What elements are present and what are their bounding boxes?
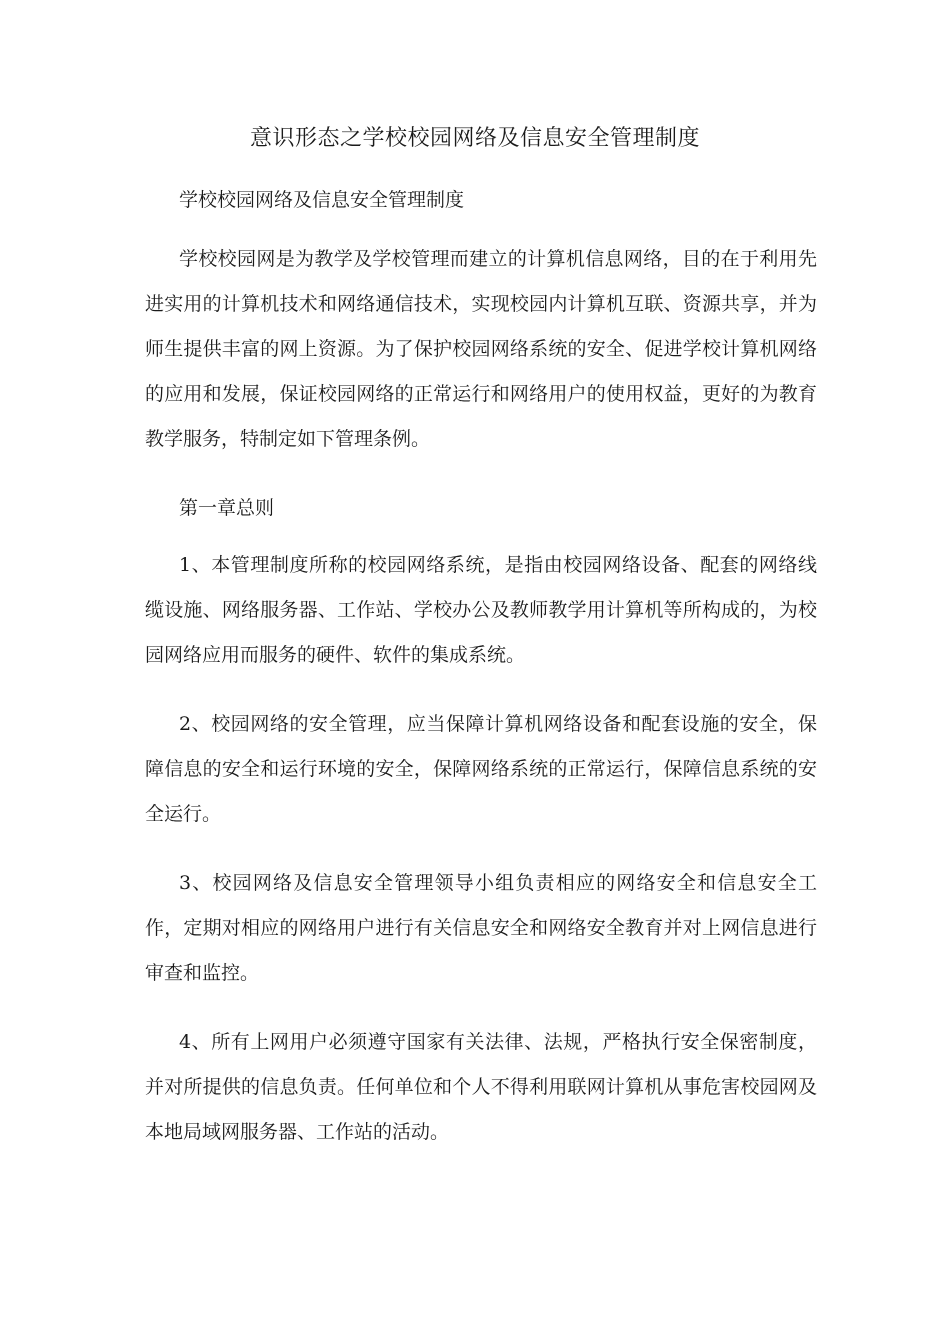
article-2: 2、校园网络的安全管理，应当保障计算机网络设备和配套设施的安全，保障信息的安全和运行环境的安全，保障网络系统的正常运行，保障信息系统的安全运行。 (145, 713, 817, 825)
document-body (145, 178, 817, 1179)
document-title: 意识形态之学校校园网络及信息安全管理制度 (249, 126, 700, 151)
document-subtitle: 学校校园网络及信息安全管理制度 (179, 189, 465, 211)
chapter-heading: 第一章总则 (179, 497, 275, 519)
article-1: 1、本管理制度所称的校园网络系统，是指由校园网络设备、配套的网络线缆设施、网络服务器、工作站、学校办公及教师教学用计算机等所构成的，为校园网络应用而服务的硬件、软件的集成系统。 (145, 554, 817, 666)
article-4: 4、所有上网用户必须遵守国家有关法律、法规，严格执行安全保密制度，并对所提供的信息负责。任何单位和个人不得利用联网计算机从事危害校园网及本地局域网服务器、工作站的活动。 (145, 1031, 817, 1143)
intro-paragraph: 学校校园网是为教学及学校管理而建立的计算机信息网络，目的在于利用先进实用的计算机技术和网络通信技术，实现校园内计算机互联、资源共享，并为师生提供丰富的网上资源。为了保护校园网络系统的安全、促进学校计算机网络的应用和发展，保证校园网络的正常运行和网络用户的使用权益，更好的为教育教学服务，特制定如下管理条例。 (145, 248, 817, 450)
article-3: 3、校园网络及信息安全管理领导小组负责相应的网络安全和信息安全工作，定期对相应的网络用户进行有关信息安全和网络安全教育并对上网信息进行审查和监控。 (145, 872, 817, 984)
